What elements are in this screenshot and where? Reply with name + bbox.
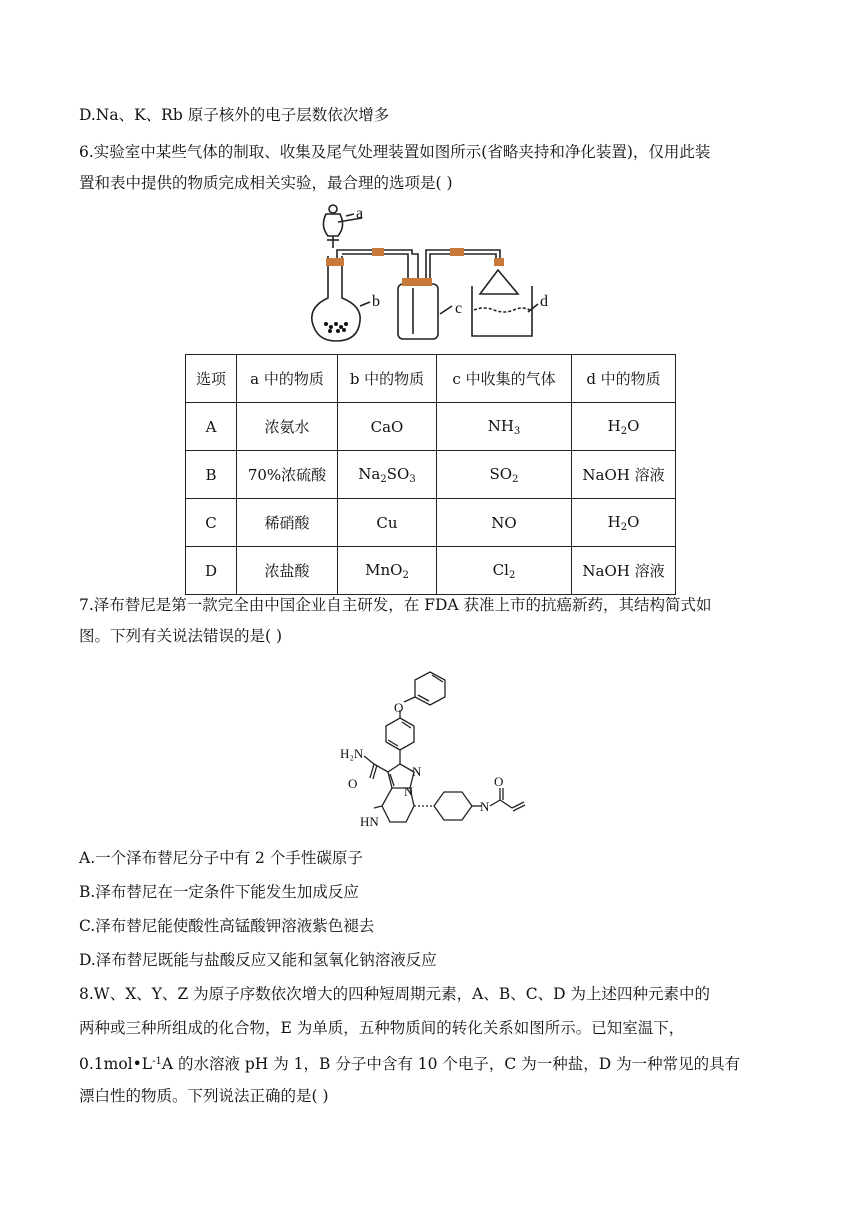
- apparatus-figure: [300, 196, 560, 346]
- label-b: b: [372, 293, 380, 310]
- zanubrutinib-structure: [330, 660, 530, 840]
- cell-option: A: [186, 403, 237, 451]
- cell-b: MnO$_2$: [338, 547, 437, 595]
- header-cell: d 中的物质: [572, 355, 676, 403]
- q7-option-d: D.泽布替尼既能与盐酸反应又能和氢氧化钠溶液反应: [79, 951, 437, 969]
- cell-d: $H_2O$: [572, 403, 676, 451]
- cell-b: CaO: [338, 403, 437, 451]
- atom-n2: N: [404, 784, 414, 799]
- header-cell: b 中的物质: [338, 355, 437, 403]
- q8-stem-line4: 漂白性的物质。下列说法正确的是( ): [79, 1087, 329, 1105]
- table-row: [186, 451, 676, 499]
- cell-option: D: [186, 547, 237, 595]
- q8-stem-line3: $0.1mol•L^{-1}A$ 的水溶液 pH 为 1，B 分子中含有 10 个电子，C 为一种盐，D 为一种常见的具有: [79, 1055, 741, 1073]
- cell-d: NaOH 溶液: [572, 547, 676, 595]
- header-cell: a 中的物质: [237, 355, 338, 403]
- q7-option-c: C.泽布替尼能使酸性高锰酸钾溶液紫色褪去: [79, 917, 375, 935]
- cell-d: NaOH 溶液: [572, 451, 676, 499]
- atom-hn: HN: [360, 814, 379, 829]
- label-d: d: [540, 293, 548, 310]
- cell-c: $SO_2$: [437, 451, 572, 499]
- label-a: a: [356, 205, 364, 222]
- cell-a: 浓盐酸: [237, 547, 338, 595]
- q7-stem-line2: 图。下列有关说法错误的是( ): [79, 627, 283, 645]
- q8-stem-line2: 两种或三种所组成的化合物，E 为单质，五种物质间的转化关系如图所示。已知室温下，: [79, 1019, 685, 1037]
- cell-c: $Cl_2$: [437, 547, 572, 595]
- atom-n1: N: [412, 764, 422, 779]
- atom-o3: O: [494, 774, 504, 789]
- cell-option: B: [186, 451, 237, 499]
- atom-o2: O: [348, 776, 358, 791]
- q7-option-a: A.一个泽布替尼分子中有 2 个手性碳原子: [79, 849, 363, 867]
- cell-b: $Na_2SO_3$: [338, 451, 437, 499]
- cell-b: Cu: [338, 499, 437, 547]
- options-table: [185, 354, 676, 595]
- q8-stem-line1: 8.W、X、Y、Z 为原子序数依次增大的四种短周期元素，A、B、C、D 为上述四种元素中的: [79, 985, 710, 1003]
- table-row: [186, 547, 676, 595]
- q6-stem-line1: 6.实验室中某些气体的制取、收集及尾气处理装置如图所示(省略夹持和净化装置)，仅用此装: [79, 143, 711, 161]
- cell-a: 稀硝酸: [237, 499, 338, 547]
- atom-piperidine-n: N: [480, 799, 490, 814]
- cell-d: $H_2O$: [572, 499, 676, 547]
- label-c: c: [455, 300, 463, 317]
- cell-c: $NH_3$: [437, 403, 572, 451]
- header-cell: c 中收集的气体: [437, 355, 572, 403]
- atom-o1: O: [394, 700, 404, 715]
- q7-stem-line1: 7.泽布替尼是第一款完全由中国企业自主研发，在 FDA 获准上市的抗癌新药，其结构简式如: [79, 596, 712, 614]
- q6-stem-line2: 置和表中提供的物质完成相关实验，最合理的选项是( ): [79, 174, 453, 192]
- atom-h2n: H₂N: [340, 746, 364, 761]
- table-row: [186, 499, 676, 547]
- table-row: [186, 403, 676, 451]
- table-header-row: [186, 355, 676, 403]
- cell-c: NO: [437, 499, 572, 547]
- cell-option: C: [186, 499, 237, 547]
- q7-option-b: B.泽布替尼在一定条件下能发生加成反应: [79, 883, 359, 901]
- cell-a: 浓氨水: [237, 403, 338, 451]
- header-cell: 选项: [186, 355, 237, 403]
- q5-option-d: D.Na、K、Rb 原子核外的电子层数依次增多: [79, 106, 390, 124]
- cell-a: 70%浓硫酸: [237, 451, 338, 499]
